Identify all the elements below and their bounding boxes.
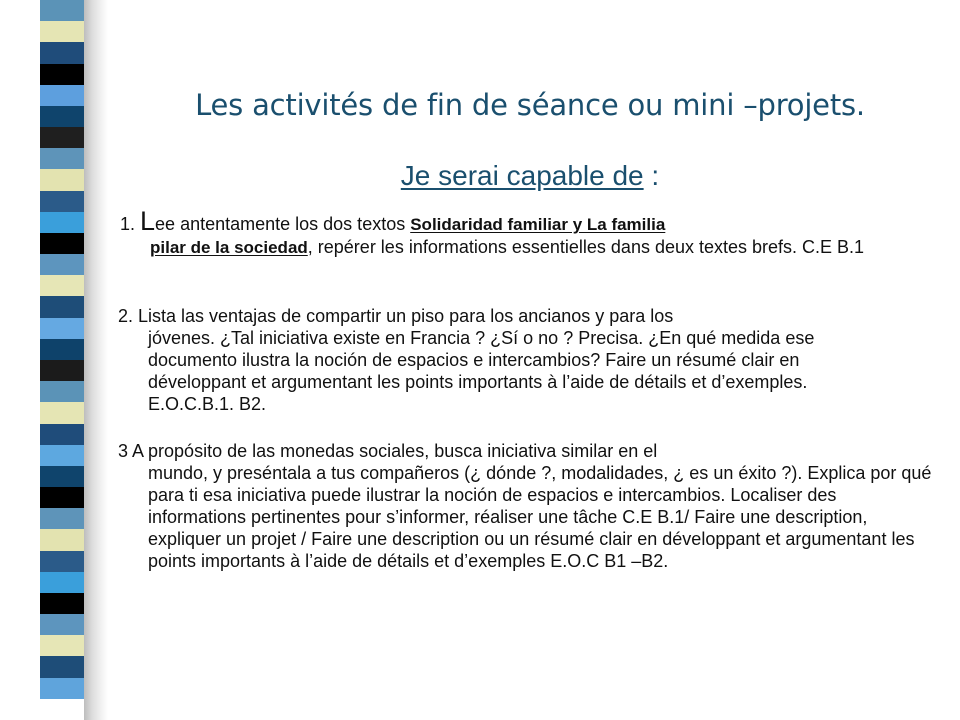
- stripe-segment: [40, 699, 84, 720]
- stripe-segment: [40, 572, 84, 594]
- stripe-segment: [40, 212, 84, 234]
- stripe-segment: [40, 424, 84, 446]
- stripe-segment: [40, 85, 84, 107]
- slide-title: Les activités de fin de séance ou mini –projets.: [195, 88, 865, 122]
- stripe-segment: [40, 127, 84, 149]
- stripe-segment: [40, 233, 84, 255]
- stripe-segment: [40, 593, 84, 615]
- stripe-segment: [40, 508, 84, 530]
- stripe-segment: [40, 0, 84, 22]
- activity-item-2: [118, 305, 898, 415]
- stripe-segment: [40, 466, 84, 488]
- item-1-rest: [120, 236, 890, 259]
- stripe-segment: [40, 635, 84, 657]
- stripe-segment: [40, 106, 84, 128]
- item-1-big-letter: L: [140, 206, 156, 236]
- stripe-segment: [40, 21, 84, 43]
- stripe-segment: [40, 275, 84, 297]
- item-1-number: 1.: [120, 214, 141, 234]
- stripe-shadow: [84, 0, 108, 720]
- stripe-segment: [40, 445, 84, 467]
- item-1-text-2: , repérer les informations essentielles dans deux: [307, 237, 694, 257]
- item-1-first-line: [120, 206, 890, 236]
- item-2-first-line: 2. Lista las ventajas de compartir un piso para los ancianos y para los: [118, 306, 674, 326]
- stripe-segment: [40, 191, 84, 213]
- stripe-segment: [40, 64, 84, 86]
- stripe-segment: [40, 487, 84, 509]
- item-1-document-title-part2: pilar de la sociedad: [150, 238, 308, 257]
- activity-item-3: [118, 440, 933, 572]
- stripe-segment: [40, 614, 84, 636]
- stripe-segment: [40, 148, 84, 170]
- subtitle-colon: :: [643, 160, 660, 191]
- stripe-segment: [40, 551, 84, 573]
- stripe-segment: [40, 42, 84, 64]
- stripe-segment: [40, 254, 84, 276]
- item-1-document-title-part1: Solidaridad familiar y La familia: [410, 215, 666, 234]
- stripe-segment: [40, 339, 84, 361]
- stripe-segment: [40, 402, 84, 424]
- subtitle-underlined-text: Je serai capable de: [400, 160, 644, 191]
- item-1-text: ee antentamente los dos textos: [155, 214, 411, 234]
- stripe-segment: [40, 678, 84, 700]
- stripe-segment: [40, 381, 84, 403]
- stripe-segment: [40, 169, 84, 191]
- stripe-segment: [40, 656, 84, 678]
- item-2-rest: jóvenes. ¿Tal iniciativa existe en Francia ? ¿Sí o no ? Precisa. ¿En qué medida ese documento ilustra la noción de espacios e intercambios? Faire un résumé clair en développant et argumentant les points importants à l’aide de détails et d’exemples. E.O.C.B.1. B2.: [148, 328, 815, 414]
- stripe-segment: [40, 529, 84, 551]
- item-3-first-line: 3 A propósito de las monedas sociales, busca iniciativa similar en el: [118, 441, 658, 461]
- decorative-stripe-bar: [40, 0, 84, 720]
- stripe-segment: [40, 318, 84, 340]
- stripe-segment: [40, 360, 84, 382]
- slide-subtitle: [120, 160, 940, 192]
- item-1-text-3: textes brefs. C.E B.1: [699, 237, 865, 257]
- stripe-segment: [40, 296, 84, 318]
- activity-item-1: [120, 206, 890, 259]
- item-3-rest: mundo, y preséntala a tus compañeros (¿ dónde ?, modalidades, ¿ es un éxito ?). Explica por qué para ti esa iniciativa puede ilustrar la noción de espacios e intercambios. Localiser des informations pertinentes pour s’informer, réaliser une tâche C.E B.1/ Faire une description, expliquer un projet / Faire une description ou un résumé clair en développant et argumentant les points importants à l’aide de détails et d’exemples E.O.C B1 –B2.: [148, 463, 932, 571]
